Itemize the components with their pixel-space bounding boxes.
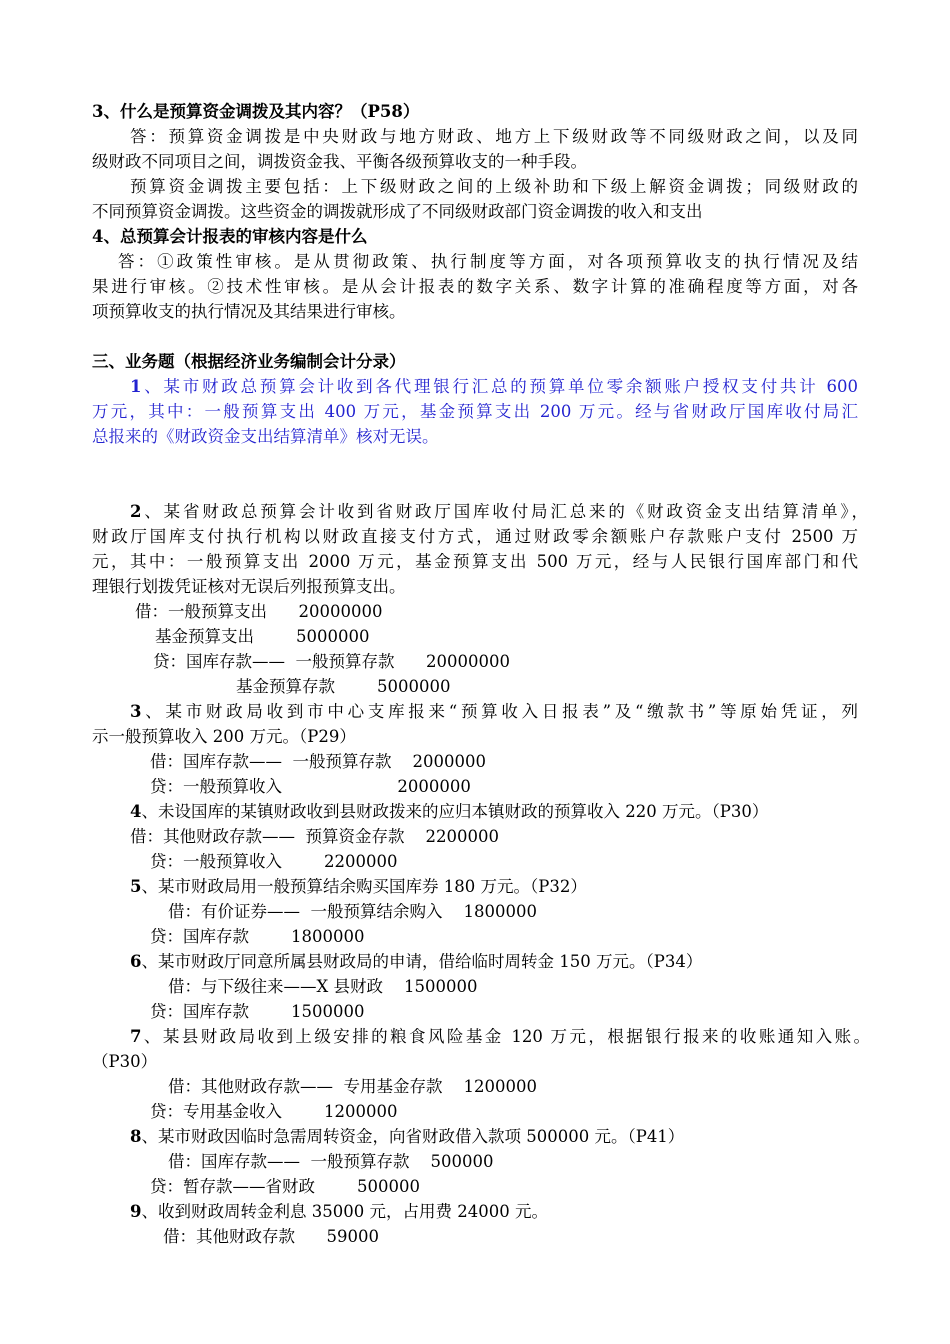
- item-1-line: 万元，其中：一般预算支出 400 万元，基金预算支出 200 万元。经与省财政厅国库收付局汇: [92, 402, 858, 421]
- item-7-line: 7、某县财政局收到上级安排的粮食风险基金 120 万元，根据银行报来的收账通知入账。: [130, 1027, 870, 1046]
- item-9-line: 9、收到财政周转金利息 35000 元，占用费 24000 元。: [130, 1202, 548, 1221]
- item-8-line: 8、某市财政因临时急需周转资金，向省财政借入款项 500000 元。（P41）: [130, 1127, 685, 1146]
- item-4-line: 4、未设国库的某镇财政收到县财政拨来的应归本镇财政的预算收入 220 万元。（P30）: [130, 802, 769, 821]
- journal-entry-credit: 贷：暂存款——省财政 500000: [150, 1177, 420, 1196]
- item-6-number: 6: [130, 952, 142, 971]
- question-4-answer-line: 答：①政策性审核。是从贯彻政策、执行制度等方面，对各项预算收支的执行情况及结: [118, 252, 858, 271]
- item-2-line: 财政厅国库支付执行机构以财政直接支付方式，通过财政零余额账户存款账户支付 2500 万: [92, 527, 858, 546]
- item-1-number: 1: [130, 377, 142, 396]
- journal-entry-debit: 借：一般预算支出 20000000: [135, 602, 383, 621]
- question-4-answer-line: 果进行审核。②技术性审核。是从会计报表的数字关系、数字计算的准确程度等方面，对各: [92, 277, 858, 296]
- journal-entry-debit: 基金预算支出 5000000: [155, 627, 370, 646]
- item-3-line: 3、某市财政局收到市中心支库报来“预算收入日报表”及“缴款书”等原始凭证，列: [130, 702, 858, 721]
- item-7-number: 7: [130, 1027, 142, 1046]
- question-4-title: 4、总预算会计报表的审核内容是什么: [92, 227, 368, 246]
- item-1-line: 总报来的《财政资金支出结算清单》核对无误。: [92, 427, 439, 446]
- section-3-title: 三、业务题（根据经济业务编制会计分录）: [92, 352, 406, 371]
- journal-entry-credit: 贷：一般预算收入 2000000: [150, 777, 471, 796]
- item-2-line: 理银行划拨凭证核对无误后列报预算支出。: [92, 577, 406, 596]
- item-8-number: 8: [130, 1127, 142, 1146]
- question-3-title: 3、什么是预算资金调拨及其内容？（P58）: [92, 102, 420, 121]
- item-2-line: 2、某省财政总预算会计收到省财政厅国库收付局汇总来的《财政资金支出结算清单》，: [130, 502, 868, 521]
- journal-entry-debit: 借：国库存款—— 一般预算存款 2000000: [150, 752, 486, 771]
- item-5-number: 5: [130, 877, 142, 896]
- item-4-number: 4: [130, 802, 142, 821]
- question-3-answer-line: 答：预算资金调拨是中央财政与地方财政、地方上下级财政等不同级财政之间，以及同: [130, 127, 858, 146]
- journal-entry-debit: 借：与下级往来——X 县财政 1500000: [168, 977, 478, 996]
- journal-entry-credit: 贷：国库存款—— 一般预算存款 20000000: [153, 652, 510, 671]
- item-9-number: 9: [130, 1202, 142, 1221]
- journal-entry-debit: 借：其他财政存款—— 专用基金存款 1200000: [168, 1077, 537, 1096]
- journal-entry-credit: 基金预算存款 5000000: [236, 677, 451, 696]
- journal-entry-debit: 借：其他财政存款—— 预算资金存款 2200000: [130, 827, 499, 846]
- question-3-answer-line: 级财政不同项目之间，调拨资金我、平衡各级预算收支的一种手段。: [92, 152, 587, 171]
- journal-entry-credit: 贷：国库存款 1500000: [150, 1002, 365, 1021]
- item-7-line: （P30）: [92, 1052, 158, 1071]
- item-2-line: 元，其中：一般预算支出 2000 万元，基金预算支出 500 万元，经与人民银行国库部门和代: [92, 552, 858, 571]
- journal-entry-credit: 贷：专用基金收入 1200000: [150, 1102, 398, 1121]
- item-2-number: 2: [130, 502, 142, 521]
- question-3-answer-line: 预算资金调拨主要包括：上下级财政之间的上级补助和下级上解资金调拨；同级财政的: [130, 177, 858, 196]
- question-3-answer-line: 不同预算资金调拨。这些资金的调拨就形成了不同级财政部门资金调拨的收入和支出: [92, 202, 703, 221]
- journal-entry-debit: 借：其他财政存款 59000: [163, 1227, 379, 1246]
- item-5-line: 5、某市财政局用一般预算结余购买国库券 180 万元。（P32）: [130, 877, 587, 896]
- journal-entry-debit: 借：国库存款—— 一般预算存款 500000: [168, 1152, 494, 1171]
- question-4-answer-line: 项预算收支的执行情况及其结果进行审核。: [92, 302, 406, 321]
- item-3-number: 3: [130, 702, 142, 721]
- item-1-line: 1、某市财政总预算会计收到各代理银行汇总的预算单位零余额账户授权支付共计 600: [130, 377, 858, 396]
- item-3-line: 示一般预算收入 200 万元。（P29）: [92, 727, 356, 746]
- item-6-line: 6、某市财政厅同意所属县财政局的申请，借给临时周转金 150 万元。（P34）: [130, 952, 703, 971]
- journal-entry-credit: 贷：一般预算收入 2200000: [150, 852, 398, 871]
- journal-entry-debit: 借：有价证券—— 一般预算结余购入 1800000: [168, 902, 537, 921]
- journal-entry-credit: 贷：国库存款 1800000: [150, 927, 365, 946]
